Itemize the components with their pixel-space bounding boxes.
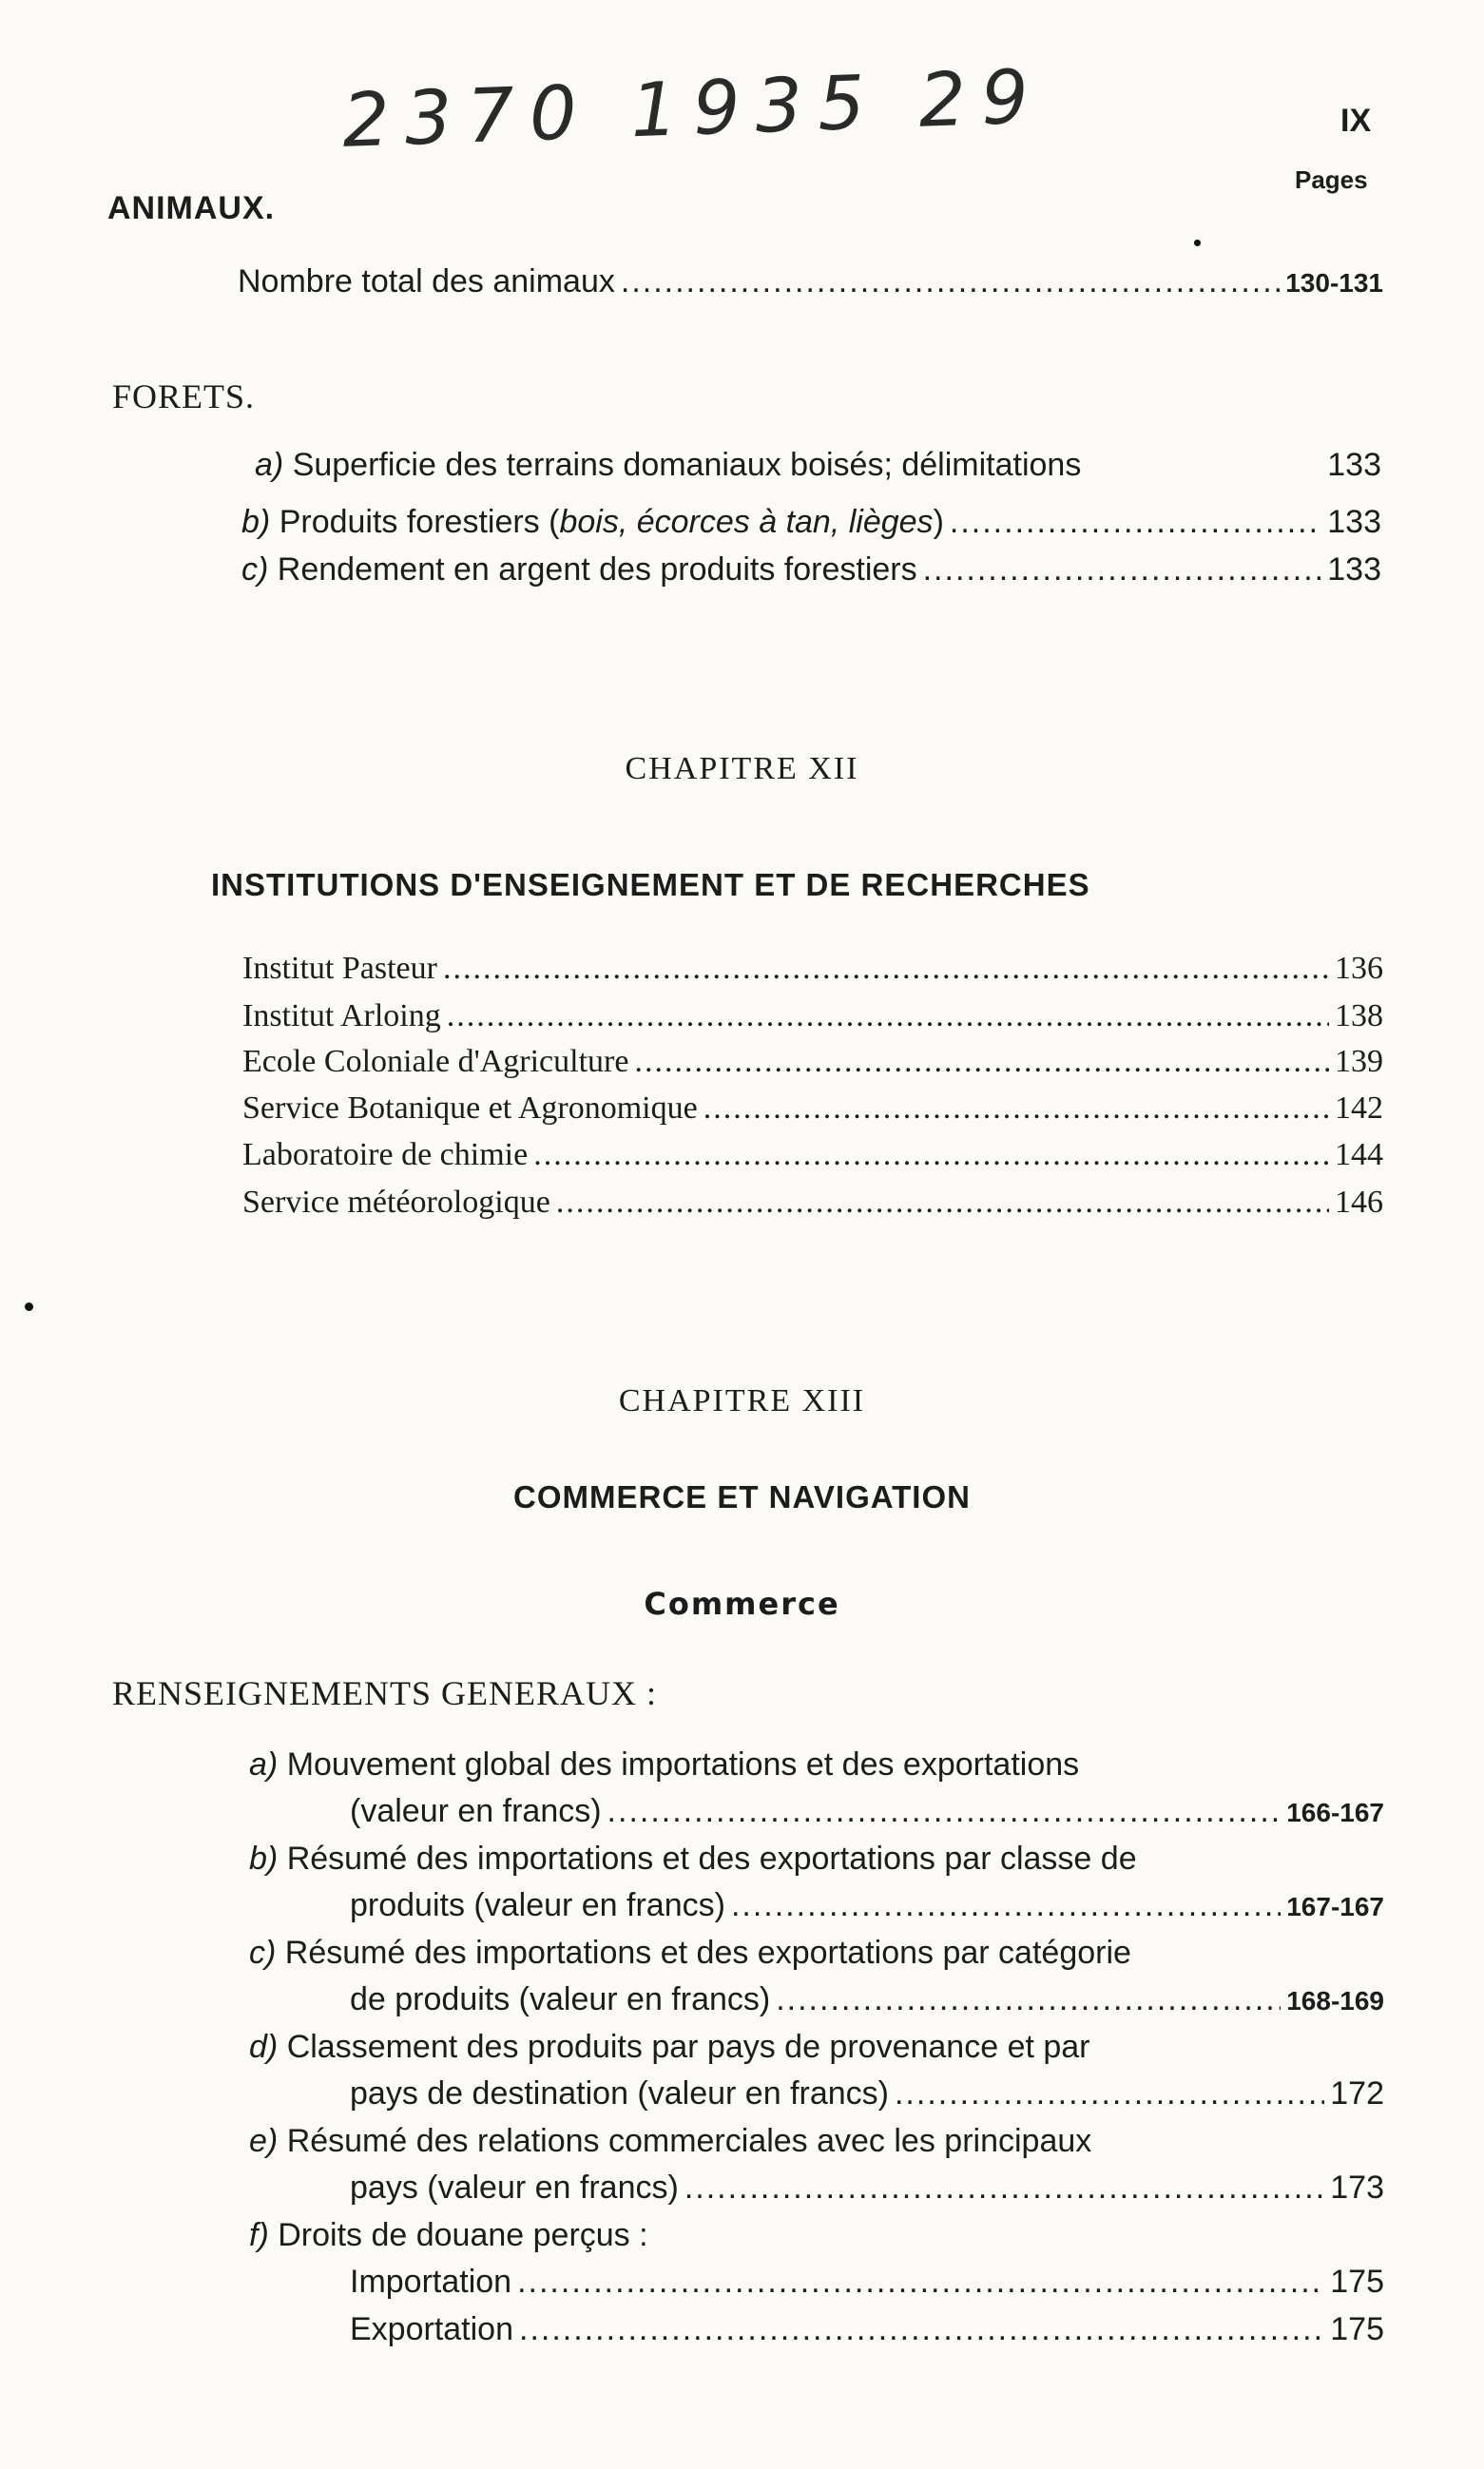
toc-entry (350, 1887, 1384, 1924)
entry-marker: a) (249, 1746, 279, 1783)
toc-item-line: c) Résumé des importations et des exportations par catégorie (249, 1935, 1131, 1971)
toc-entry (242, 998, 1383, 1034)
entry-marker: a) (255, 447, 284, 483)
toc-entry (238, 263, 1383, 300)
leader-dots (607, 1793, 1282, 1830)
toc-entry (242, 1185, 1383, 1221)
entry-label: Laboratoire de chimie (242, 1137, 529, 1172)
leader-dots (634, 1044, 1329, 1080)
entry-marker: b) (249, 1841, 279, 1877)
leader-dots (731, 1887, 1281, 1924)
scan-speck (25, 1302, 33, 1311)
section-heading-renseignements: RENSEIGNEMENTS GENERAUX : (112, 1674, 657, 1712)
entry-marker: d) (249, 2029, 279, 2065)
entry-page: 175 (1330, 2311, 1384, 2347)
toc-entry (350, 2264, 1384, 2301)
entry-label: produits (valeur en francs) (350, 1887, 725, 1923)
entry-label: b) Produits forestiers (bois, écorces à tan, lièges) (241, 504, 944, 540)
leader-dots (533, 1137, 1329, 1173)
entry-page: 173 (1330, 2170, 1384, 2206)
chapter-title-xii: INSTITUTIONS D'ENSEIGNEMENT ET DE RECHERCHES (211, 867, 1090, 902)
entry-page: 175 (1330, 2264, 1384, 2300)
entry-label: (valeur en francs) (350, 1793, 602, 1829)
toc-entry (350, 2170, 1384, 2207)
section-heading-animaux: ANIMAUX. (107, 190, 276, 226)
entry-label: Ecole Coloniale d'Agriculture (242, 1044, 629, 1079)
toc-entry (242, 1044, 1383, 1080)
scan-speck (1194, 240, 1201, 246)
entry-label: Service météorologique (242, 1185, 550, 1220)
entry-label: Nombre total des animaux (238, 263, 615, 299)
entry-page: 172 (1330, 2075, 1384, 2112)
toc-entry (350, 2311, 1384, 2348)
chapter-heading-xii: CHAPITRE XII (625, 751, 859, 786)
entry-label: c) Rendement en argent des produits forestiers (241, 551, 917, 588)
entry-marker: c) (241, 551, 269, 588)
entry-marker: b) (241, 504, 271, 540)
leader-dots (519, 2311, 1324, 2348)
chapter-heading-xiii: CHAPITRE XIII (618, 1383, 866, 1418)
entry-label: Service Botanique et Agronomique (242, 1090, 698, 1126)
toc-entry (242, 951, 1383, 987)
toc-entry-forets-c (241, 551, 1381, 588)
leader-dots (447, 998, 1329, 1034)
entry-marker: e) (249, 2123, 279, 2159)
entry-label: Exportation (350, 2311, 513, 2347)
section-heading-forets: FORETS. (112, 377, 256, 415)
entry-page: 139 (1335, 1044, 1383, 1079)
page-number: IX (1340, 103, 1372, 139)
toc-entry-forets-a (255, 447, 1381, 484)
leader-dots (923, 551, 1322, 588)
entry-page: 133 (1327, 504, 1381, 540)
toc-entry (242, 1137, 1383, 1173)
entry-label: de produits (valeur en francs) (350, 1981, 771, 2017)
entry-page: 144 (1335, 1137, 1383, 1172)
leader-dots (684, 2170, 1324, 2207)
entry-label: Importation (350, 2264, 512, 2300)
entry-page: 130-131 (1285, 268, 1383, 298)
leader-dots (950, 504, 1321, 541)
entry-page: 136 (1335, 951, 1383, 986)
pages-column-label: Pages (1295, 165, 1368, 194)
entry-page: 146 (1335, 1185, 1383, 1220)
entry-label: pays (valeur en francs) (350, 2170, 679, 2206)
toc-entry (242, 1090, 1383, 1127)
leader-dots (517, 2264, 1324, 2301)
toc-item-line: e) Résumé des relations commerciales avec les principaux (249, 2123, 1092, 2159)
toc-item-line: a) Mouvement global des importations et des exportations (249, 1746, 1080, 1783)
entry-page: 142 (1335, 1090, 1383, 1126)
toc-entry-forets-b (241, 504, 1381, 541)
handwritten-reference: 2370 1935 29 (340, 54, 1046, 164)
entry-page: 138 (1335, 998, 1383, 1033)
entry-page: 133 (1327, 447, 1381, 483)
entry-marker: f) (249, 2217, 269, 2253)
toc-item-line: b) Résumé des importations et des exportations par classe de (249, 1841, 1137, 1877)
leader-dots (703, 1090, 1329, 1127)
entry-marker: c) (249, 1935, 277, 1971)
entry-page: 167-167 (1286, 1892, 1384, 1921)
entry-label: pays de destination (valeur en francs) (350, 2075, 889, 2112)
entry-page: 168-169 (1286, 1986, 1384, 2016)
toc-entry (350, 1981, 1384, 2018)
toc-item-line: f) Droits de douane perçus : (249, 2217, 648, 2253)
leader-dots (621, 263, 1280, 300)
leader-dots (556, 1185, 1329, 1221)
toc-item-line: d) Classement des produits par pays de provenance et par (249, 2029, 1090, 2065)
chapter-subtitle: Commerce (644, 1586, 840, 1622)
entry-label: a) Superficie des terrains domaniaux boisés; délimitations (255, 447, 1082, 483)
leader-dots (776, 1981, 1281, 2018)
entry-label: Institut Arloing (242, 998, 441, 1033)
toc-entry (350, 2075, 1384, 2112)
entry-page: 166-167 (1286, 1798, 1384, 1827)
chapter-title-xiii: COMMERCE ET NAVIGATION (513, 1479, 971, 1514)
entry-page: 133 (1327, 551, 1381, 588)
leader-dots (443, 951, 1329, 987)
toc-entry (350, 1793, 1384, 1830)
entry-label: Institut Pasteur (242, 951, 437, 986)
leader-dots (895, 2075, 1324, 2112)
